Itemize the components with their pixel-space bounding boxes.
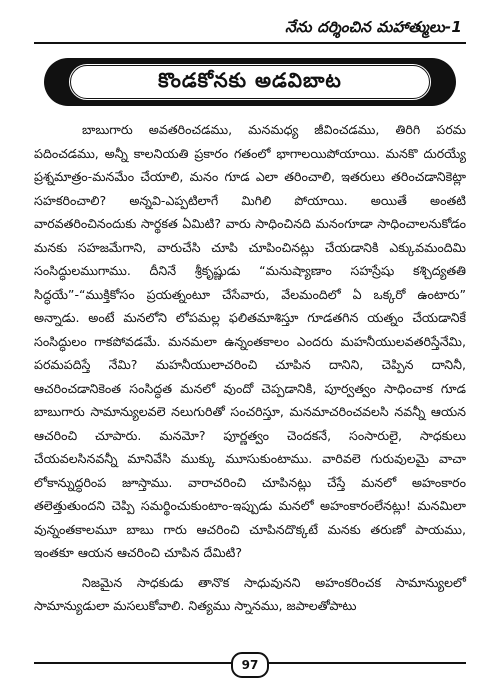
chapter-title-frame xyxy=(68,63,432,101)
page-number: 97 xyxy=(231,652,269,678)
chapter-title-banner xyxy=(44,58,456,106)
paragraph: బాబుగారు అవతరించడము, మనమధ్య జీవించడము, తిరిగి పరమ పదించడము, అన్నీ కాలనియతి ప్రకారం గతంలో భాగాలయిపోయాయి. మనకొ దురయ్యే ప్రశ్నమాత్రం-మనమేం చేయాలి, మనం గూడ ఎలా తరించాలి, ఇతరులు తరించడానికెట్లా సహకరించాలి? అన్నవి-ఎప్పటిలాగే మిగిలి పోయాయి. అయితే అంతటి వారవతరించినందుకు సార్థకత ఏమిటి? వారు సాధించినది మనంగూడా సాధించాలనుకోడం మనకు సహజమేగాని, వారుచేసి చూపి చూపించినట్లు చేయడానికి ఎక్కువమందిమి సంసిద్ధులముగాము. దీనినే శ్రీకృష్ణుడు “మనుష్యాణాం సహస్రేషు కశ్చిద్యతతి సిద్ధయే”-“ముక్తికోసం ప్రయత్నంటూ చేసేవారు, వేలమందిలో ఏ ఒక్కరో ఉంటారు” అన్నాడు. అంటే మనలోని లోపమల్ల ఫలితమాశిస్తూ గూడతగిన యత్నం చేయడానికే సంసిద్ధులం గాకపోవడమే. మనమలా ఉన్నంతకాలం ఎందరు మహనీయులవతరిస్తేనేమి, పరమపదిస్తే నేమి? మహనీయులాచరించి చూపిన దానిని, చెప్పిన దానినీ, ఆచరించడానికెంత సంసిద్ధత మనలో వుందో చెప్పడానికి, పూర్వత్వం సాధించాక గూడ బాబుగారు సామాన్యులవలె నలుగురితో సంచరిస్తూ, మనమాచరించవలసి నవన్నీ ఆయన ఆచరించి చూపారు. మనమో? పూర్ణత్వం చెందకనే, సంసారులై, సాధకులు చేయవలసినవన్నీ మానివేసి ముక్కు మూసుకుంటాము. వారివలె గురువులమై వాచా లోకాన్నుద్ధరింప జూస్తాము. వారాచరించి చూపినట్లు చేస్తే మనలో అహంకారం తలెత్తుతుందని చెప్పి సమర్థించుకుంటాం-ఇప్పుడు మనలో అహంకారంలేనట్లు! మనమిలా వున్నంతకాలమూ బాబు గారు ఆచరించి చూపినదొక్కటే మనకు తరుణో పాయము, ఇంతకూ ఆయన ఆచరించి చూపిన దేమిటి? xyxy=(34,122,466,560)
body-text xyxy=(34,118,466,618)
running-header xyxy=(34,18,466,44)
chapter-title: కొండకోనకు అడవిబాట xyxy=(158,67,342,92)
paragraph: నిజమైన సాధకుడు తానొక సాధువునని అహంకరించక సామాన్యులలో సామాన్యుడులా మసలుకోవాలి. నిత్యము స్నానము, జపాలతోపాటు xyxy=(34,574,466,613)
running-header-title: నేను దర్శించిన మహాత్ములు-1 xyxy=(285,18,462,36)
